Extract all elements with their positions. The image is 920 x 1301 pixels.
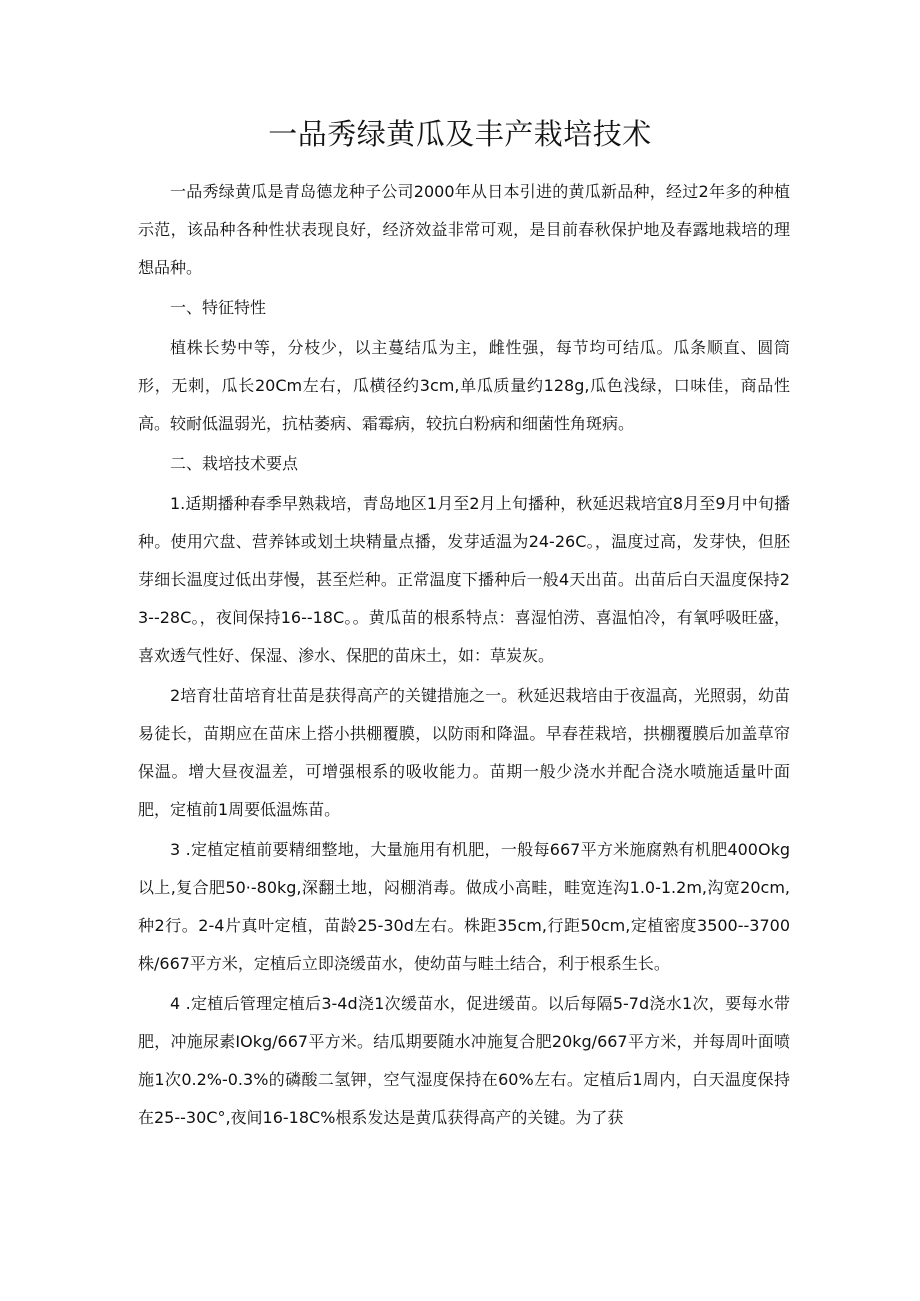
cultivation-point-sowing: 1.适期播种春季早熟栽培，青岛地区1月至2月上旬播种，秋延迟栽培宜8月至9月中旬播种。使用穴盘、营养钵或划土块精量点播，发芽适温为24-26C。，温度过高，发芽快，但胚芽细长温度过低出芽慢，甚至烂种。正常温度下播种后一般4天出苗。出苗后白天温度保持23--28C。，夜间保持16--18C。。黄瓜苗的根系特点：喜湿怕涝、喜温怕冷，有氧呼吸旺盛，喜欢透气性好、保湿、渗水、保肥的苗床土，如：草炭灰。 — [138, 494, 790, 665]
intro-paragraph: 一品秀绿黄瓜是青岛德龙种子公司2000年从日本引进的黄瓜新品种，经过2年多的种植示范，该品种各种性状表现良好，经济效益非常可观，是目前春秋保护地及春露地栽培的理想品种。 — [138, 182, 790, 277]
cultivation-point-seedlings: 2培育壮苗培育壮苗是获得高产的关键措施之一。秋延迟栽培由于夜温高，光照弱，幼苗易徒长，苗期应在苗床上搭小拱棚覆膜，以防雨和降温。早春茬栽培，拱棚覆膜后加盖草帘保温。增大昼夜温差，可增强根系的吸收能力。苗期一般少浇水并配合浇水喷施适量叶面肥，定植前1周要低温炼苗。 — [138, 686, 790, 819]
cultivation-point-planting: 3 .定植定植前要精细整地，大量施用有机肥，一般每667平方米施腐熟有机肥400Okg以上,复合肥50·-80kg,深翻土地，闷棚消毒。做成小高畦，畦宽连沟1.0-1.2m,沟宽20cm,种2行。2-4片真叶定植，苗龄25-30d左右。株距35cm,行距50cm,定植密度3500--3700株/667平方米，定植后立即浇缓苗水，使幼苗与畦土结合，利于根系生长。 — [138, 840, 790, 973]
document-title: 一品秀绿黄瓜及丰产栽培技术 — [268, 117, 652, 151]
document-body — [138, 173, 790, 1139]
section-heading-characteristics: 一、特征特性 — [170, 298, 267, 317]
cultivation-point-management: 4 .定植后管理定植后3-4d浇1次缓苗水，促进缓苗。以后每隔5-7d浇水1次，要每水带肥，冲施尿素IOkg/667平方米。结瓜期要随水冲施复合肥20kg/667平方米，并每周叶面喷施1次0.2%-0.3%的磷酸二氢钾，空气湿度保持在60%左右。定植后1周内，白天温度保持在25--30C°,夜间16-18C%根系发达是黄瓜获得高产的关键。为了获 — [138, 994, 790, 1127]
characteristics-paragraph: 植株长势中等，分枝少，以主蔓结瓜为主，雌性强，每节均可结瓜。瓜条顺直、圆筒形，无刺，瓜长20Cm左右，瓜横径约3cm,单瓜质量约128g,瓜色浅绿，口味佳，商品性高。较耐低温弱光，抗枯萎病、霜霉病，较抗白粉病和细菌性角斑病。 — [138, 338, 790, 433]
section-heading-cultivation: 二、栽培技术要点 — [170, 454, 299, 473]
